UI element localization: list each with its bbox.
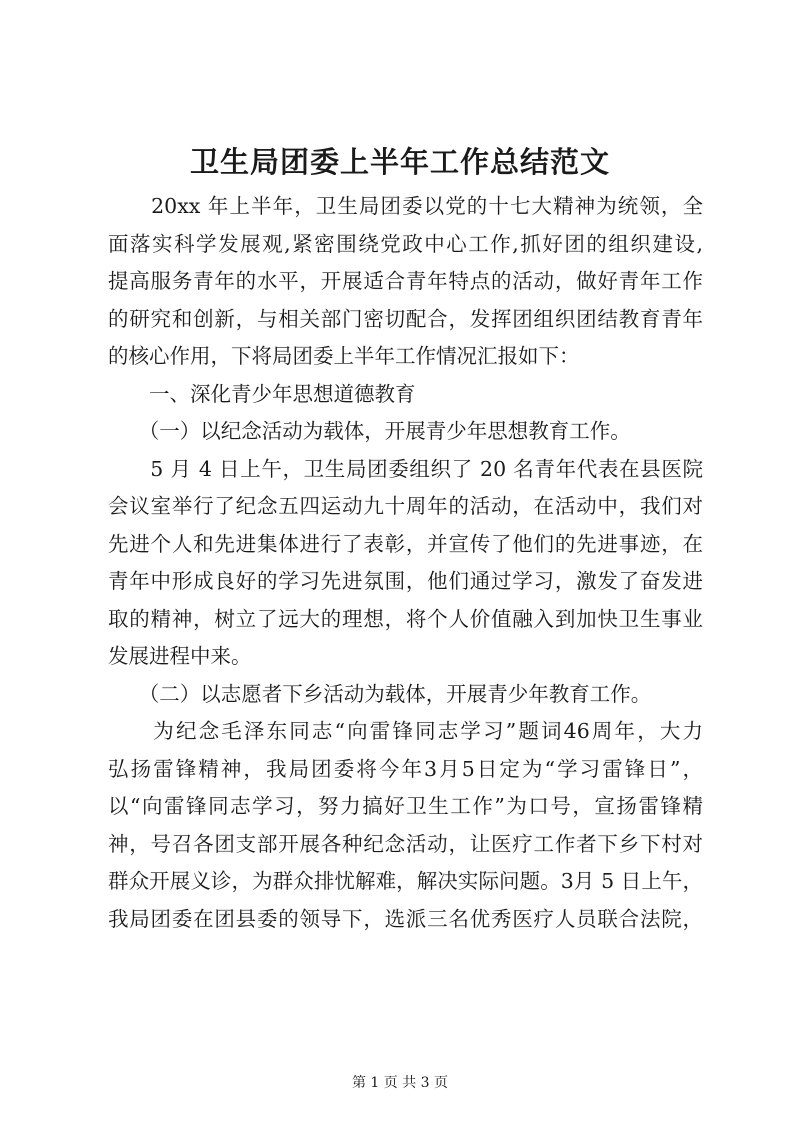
section-heading: 一、深化青少年思想道德教育 bbox=[108, 381, 416, 406]
page-footer: 第 1 页 共 3 页 bbox=[351, 1075, 449, 1091]
document-title: 卫生局团委上半年工作总结范文 bbox=[189, 145, 610, 179]
body-line: 会议室举行了纪念五四运动九十周年的活动，在活动中，我们对 bbox=[108, 494, 703, 518]
body-line: 提高服务青年的水平，开展适合青年特点的活动，做好青年工作 bbox=[108, 269, 703, 293]
body-line: 弘扬雷锋精神，我局团委将今年3月5日定为“学习雷锋日”， bbox=[108, 756, 703, 781]
body-line: 取的精神，树立了远大的理想，将个人价值融入到加快卫生事业 bbox=[108, 606, 703, 631]
body-line: 以“向雷锋同志学习，努力搞好卫生工作”为口号，宣扬雷锋精 bbox=[108, 794, 703, 818]
body-line: 的研究和创新，与相关部门密切配合，发挥团组织团结教育青年 bbox=[108, 306, 703, 331]
body-line: 面落实科学发展观,紧密围绕党政中心工作,抓好团的组织建设, bbox=[108, 231, 703, 256]
body-line: 先进个人和先进集体进行了表彰，并宣传了他们的先进事迹，在 bbox=[108, 531, 703, 556]
body-line: 20xx 年上半年，卫生局团委以党的十七大精神为统领，全 bbox=[108, 194, 703, 218]
body-line: 发展进程中来。 bbox=[108, 644, 252, 668]
body-line: 5 月 4 日上午，卫生局团委组织了 20 名青年代表在县医院 bbox=[108, 456, 703, 481]
body-line: 我局团委在团县委的领导下，选派三名优秀医疗人员联合法院， bbox=[108, 906, 703, 931]
subsection-heading: （一）以纪念活动为载体，开展青少年思想教育工作。 bbox=[108, 419, 631, 443]
document-body bbox=[108, 188, 703, 938]
body-line: 的核心作用，下将局团委上半年工作情况汇报如下： bbox=[108, 344, 580, 368]
body-line: 青年中形成良好的学习先进氛围，他们通过学习，激发了奋发进 bbox=[108, 569, 703, 593]
body-line: 为纪念毛泽东同志“向雷锋同志学习”题词46周年，大力 bbox=[108, 719, 703, 743]
body-line: 群众开展义诊，为群众排忧解难，解决实际问题。3月 5 日上午， bbox=[108, 869, 703, 893]
body-line: 神，号召各团支部开展各种纪念活动，让医疗工作者下乡下村对 bbox=[108, 831, 703, 856]
subsection-heading: （二）以志愿者下乡活动为载体，开展青少年教育工作。 bbox=[108, 681, 652, 706]
